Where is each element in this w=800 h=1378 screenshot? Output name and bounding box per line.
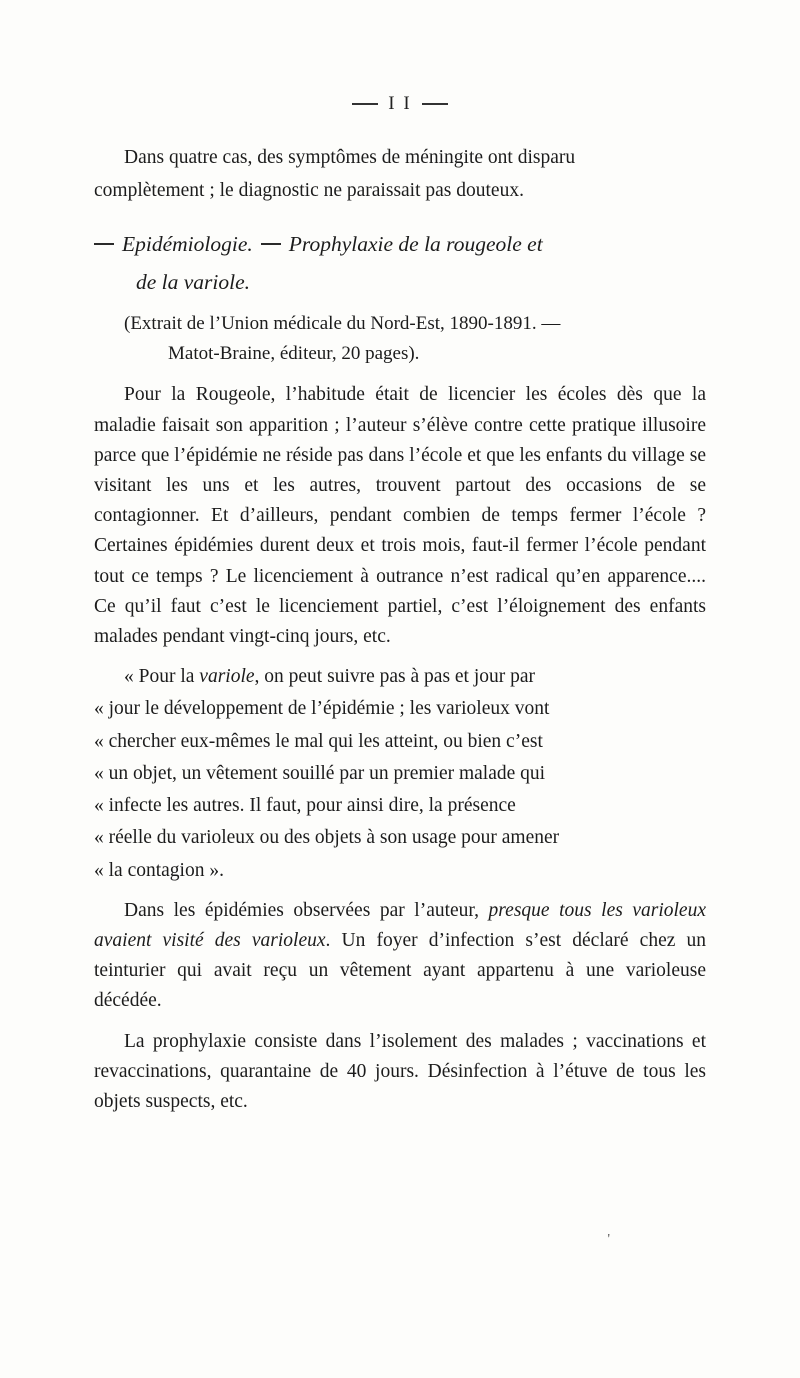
section-heading xyxy=(94,228,706,260)
observed-pre: Dans les épidémies observées par l’auteur, xyxy=(124,899,489,921)
page-header xyxy=(0,0,800,115)
quote-line-5: « infecte les autres. Il faut, pour ainsi dire, la présence xyxy=(94,795,516,817)
quote-line-7: « la contagion ». xyxy=(94,859,224,881)
paragraph-rougeole: Pour la Rougeole, l’habitude était de licencier les écoles dès que la maladie faisait son apparition ; l’auteur s’élève contre cette pratique illusoire parce que l’épidémie ne réside pas dans l’école et que les enfants du village se visitant les uns et les autres, trouvent partout des occasions de se contagionner. Et d’ailleurs, pendant combien de temps fermer l’école ? Certaines épidémies durent deux et trois mois, faut-il fermer l’école pendant tout ce temps ? Le licenciement à outrance n’est radical qu’en apparence.... Ce qu’il faut c’est le licenciement partiel, c’est l’éloignement des enfants malades pendant vingt-cinq jours, etc. xyxy=(94,384,706,648)
quote-line-1-pre: « Pour la xyxy=(124,666,200,688)
paragraph-observed xyxy=(94,896,706,1017)
header-dash-left xyxy=(352,103,378,105)
intro-line-1: Dans quatre cas, des symptômes de méningite ont disparu xyxy=(124,147,576,169)
quote-line-1 xyxy=(94,662,706,692)
section-title-part-3: de la variole. xyxy=(136,270,251,295)
intro-line-2: complètement ; le diagnostic ne paraissait pas douteux. xyxy=(94,179,524,201)
page-content xyxy=(94,115,706,1117)
header-dash-right xyxy=(422,103,448,105)
quote-line-1-post: , on peut suivre pas à pas et jour par xyxy=(254,666,536,688)
quoted-passage xyxy=(94,662,706,886)
quote-line-3: « chercher eux-mêmes le mal qui les atteint, ou bien c’est xyxy=(94,730,543,752)
heading-dash-left xyxy=(94,243,114,245)
quote-line-6: « réelle du varioleux ou des objets à son usage pour amener xyxy=(94,827,560,849)
quote-word-variole: variole xyxy=(199,666,255,688)
section-title-part-1: Epidémiologie. xyxy=(122,231,253,256)
heading-dash-middle xyxy=(261,243,281,245)
observed-post: . Un foyer d’infection s’est déclaré chez un teinturier qui avait reçu un vêtement ayant appartenu à une varioleuse décédée. xyxy=(94,930,707,1012)
page-number: I I xyxy=(388,93,412,115)
section-title-part-2: Prophylaxie de la rougeole et xyxy=(288,231,543,256)
quote-line-2: « jour le développement de l’épidémie ; les varioleux vont xyxy=(94,698,550,720)
quote-line-4: « un objet, un vêtement souillé par un premier malade qui xyxy=(94,762,546,784)
paragraph-prophylaxie: La prophylaxie consiste dans l’isolement des malades ; vaccinations et revaccinations, quarantaine de 40 jours. Désinfection à l’étuve de tous les objets suspects, etc. xyxy=(94,1030,706,1113)
observed-italic: presque tous les varioleux avaient visité des varioleux xyxy=(94,899,706,951)
page-scan-artifact: ' xyxy=(607,1232,610,1247)
source-line-1: (Extrait de l’Union médicale du Nord-Est, 1890-1891. — xyxy=(124,313,561,335)
source-line-2: Matot-Braine, éditeur, 20 pages). xyxy=(168,342,420,364)
